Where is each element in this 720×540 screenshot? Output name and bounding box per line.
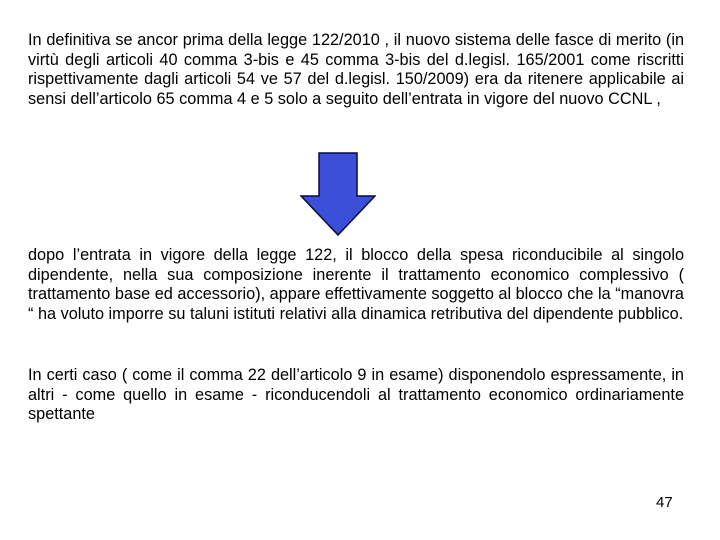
- paragraph-intro: In definitiva se ancor prima della legge 122/2010 , il nuovo sistema delle fasce di merito (in virtù degli articoli 40 comma 3-bis e 45 comma 3-bis del d.legisl. 165/2001 come riscritti rispettivamente dagli articoli 54 ve 57 del d.legisl. 150/2009) era da ritenere applicabile ai sensi dell’articolo 65 comma 4 e 5 solo a seguito dell’entrata in vigore del nuovo CCNL ,: [28, 31, 684, 108]
- paragraph-cases: In certi caso ( come il comma 22 dell’articolo 9 in esame) disponendolo espressamente, in altri - come quello in esame - riconducendoli al trattamento economico ordinariamente spettante: [28, 366, 684, 424]
- page-number: 47: [656, 494, 673, 511]
- down-arrow-shape: [301, 153, 375, 235]
- paragraph-consequence: dopo l’entrata in vigore della legge 122, il blocco della spesa riconducibile al singolo dipendente, nella sua composizione inerente il trattamento economico complessivo ( trattamento base ed accessorio), appare effettivamente soggetto al blocco che la “manovra “ ha voluto imporre su taluni istituti relativi alla dinamica retributiva del dipendente pubblico.: [28, 246, 684, 323]
- down-arrow-icon: [300, 152, 376, 236]
